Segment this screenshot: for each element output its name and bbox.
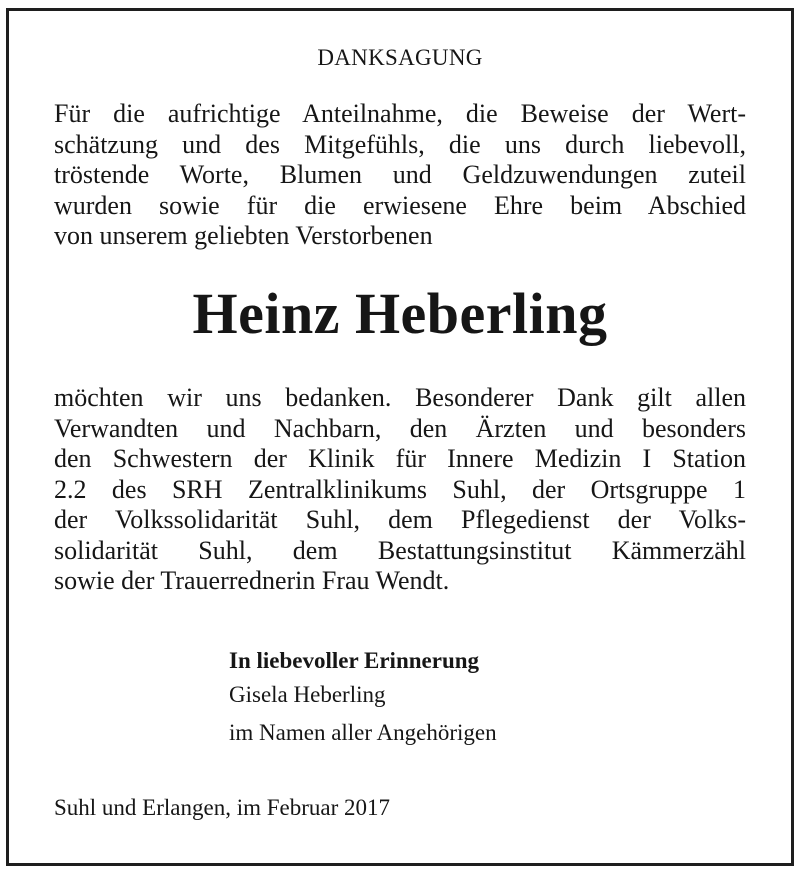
closing-block — [229, 646, 497, 752]
thanks-line: Verwandten und Nachbarn, den Ärzten und besonders — [54, 413, 746, 443]
on-behalf-line: im Namen aller Angehörigen — [229, 720, 497, 745]
thanks-paragraph — [54, 383, 746, 597]
deceased-name: Heinz Heberling — [192, 281, 608, 346]
place-date: Suhl und Erlangen, im Februar 2017 — [54, 795, 391, 820]
thanks-line: 2.2 des SRH Zentralklinikums Suhl, der Ortsgruppe 1 — [54, 474, 746, 504]
memory-line: In liebevoller Erinnerung — [229, 648, 480, 673]
intro-line: von unserem geliebten Verstorbenen — [54, 221, 433, 250]
notice-heading: DANKSAGUNG — [317, 45, 483, 70]
intro-line: schätzung und des Mitgefühls, die uns durch liebevoll, — [54, 129, 746, 159]
thanks-line: der Volkssolidarität Suhl, dem Pflegedienst der Volks- — [54, 505, 746, 534]
thanks-line: sowie der Trauerrednerin Frau Wendt. — [54, 566, 450, 595]
intro-line: tröstende Worte, Blumen und Geldzuwendungen zuteil — [54, 160, 746, 189]
intro-line: wurden sowie für die erwiesene Ehre beim Abschied — [54, 190, 746, 220]
thanks-line: solidarität Suhl, dem Bestattungsinstitut Kämmerzähl — [54, 535, 746, 565]
signer-name: Gisela Heberling — [229, 682, 386, 707]
intro-line: Für die aufrichtige Anteilnahme, die Beweise der Wert- — [54, 99, 746, 128]
thanks-line: möchten wir uns bedanken. Besonderer Dank gilt allen — [54, 383, 746, 412]
thanks-line: den Schwestern der Klinik für Innere Medizin I Station — [54, 444, 746, 473]
intro-paragraph — [54, 99, 746, 252]
